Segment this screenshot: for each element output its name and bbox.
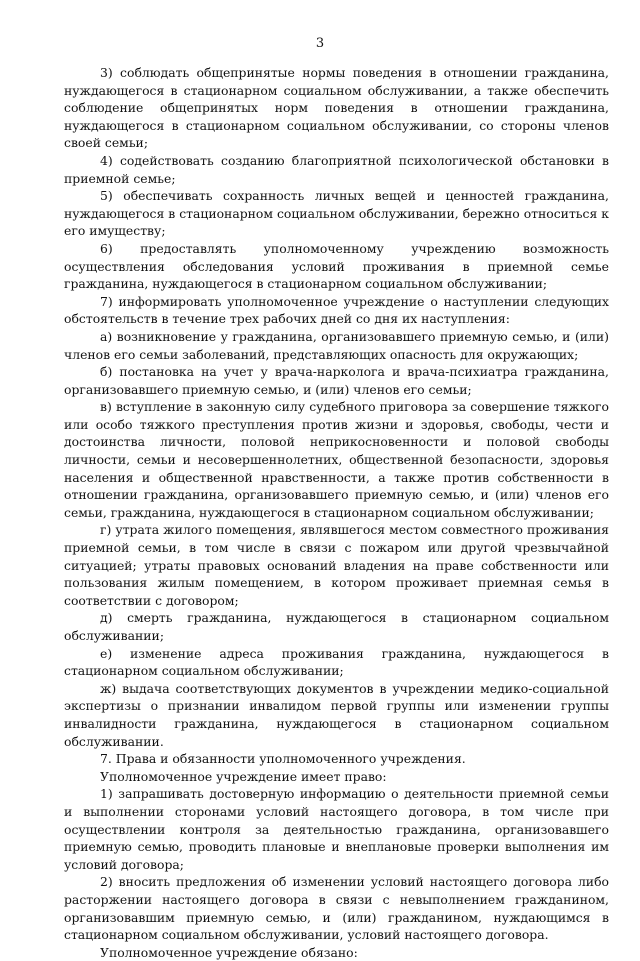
paragraph-item-7: 7) информировать уполномоченное учреждение о наступлении следующих обстоятельств в течение трех рабочих дней со дня их наступления:: [64, 293, 609, 327]
paragraph-subitem-a: а) возникновение у гражданина, организовавшего приемную семью, и (или) членов его семьи заболеваний, представляющих опасность для окружающих;: [64, 328, 609, 362]
paragraph-subitem-e: е) изменение адреса проживания гражданина, нуждающегося в стационарном социальном обслуживании;: [64, 645, 609, 679]
paragraph-subitem-d: д) смерть гражданина, нуждающегося в стационарном социальном обслуживании;: [64, 610, 609, 643]
rights-intro: Уполномоченное учреждение имеет право:: [100, 768, 387, 784]
duties-intro: Уполномоченное учреждение обязано:: [100, 944, 358, 960]
page-number: 3: [315, 36, 325, 51]
rights-item-2: 2) вносить предложения об изменении условий настоящего договора либо расторжении настоящего договора в связи с невыполнением гражданином, организовавшим приемную семью, и (или) гражданином, нуждающимся в стационарном социальном обслуживании, условий настоящего договора.: [64, 874, 609, 943]
rights-item-1: 1) запрашивать достоверную информацию о деятельности приемной семьи и выполнении сторонами условий настоящего договора, в том числе при осуществлении контроля за деятельностью гражданина, организовавшего приемную семью, проводить плановые и внеплановые проверки выполнения им условий договора;: [64, 786, 609, 872]
paragraph-subitem-v: в) вступление в законную силу судебного приговора за совершение тяжкого или особо тяжкого преступления против жизни и здоровья, свободы, чести и достоинства личности, половой неприкосновенности и половой свободы личности, семьи и несовершеннолетних, общественной безопасности, здоровья населения и общественной нравственности, а также против собственности в отношении гражданина, организовавшего приемную семью, и (или) членов его семьи, гражданина, нуждающегося в стационарном социальном обслуживании;: [64, 399, 609, 520]
paragraph-subitem-g: г) утрата жилого помещения, являвшегося местом совместного проживания приемной семьи, в том числе в связи с пожаром или другой чрезвычайной ситуацией; утраты правовых оснований владения на праве собственности или пользования жилым помещением, в котором проживает приемная семья в соответствии с договором;: [64, 522, 609, 608]
paragraph-item-3: 3) соблюдать общепринятые нормы поведения в отношении гражданина, нуждающегося в стационарном социальном обслуживании, а также обеспечить соблюдение общепринятых норм поведения в отношении гражданина, нуждающегося в стационарном социальном обслуживании, со стороны членов своей семьи;: [64, 65, 609, 151]
paragraph-item-6: 6) предоставлять уполномоченному учреждению возможность осуществления обследования условий проживания в приемной семье гражданина, нуждающегося в стационарном социальном обслуживании;: [64, 240, 609, 292]
document-body: [64, 64, 609, 961]
paragraph-subitem-zh: ж) выдача соответствующих документов в учреждении медико-социальной экспертизы о признании инвалидом первой группы или изменении группы инвалидности гражданина, нуждающегося в стационарном социальном обслуживании.: [64, 680, 609, 749]
paragraph-item-5: 5) обеспечивать сохранность личных вещей и ценностей гражданина, нуждающегося в стационарном социальном обслуживании, бережно относиться к его имуществу;: [64, 188, 609, 239]
paragraph-item-4: 4) содействовать созданию благоприятной психологической обстановки в приемной семье;: [64, 152, 609, 186]
section-heading-7: 7. Права и обязанности уполномоченного учреждения.: [100, 751, 466, 767]
paragraph-subitem-b: б) постановка на учет у врача-нарколога и врача-психиатра гражданина, организовавшего приемную семью, и (или) членов его семьи;: [64, 364, 609, 397]
